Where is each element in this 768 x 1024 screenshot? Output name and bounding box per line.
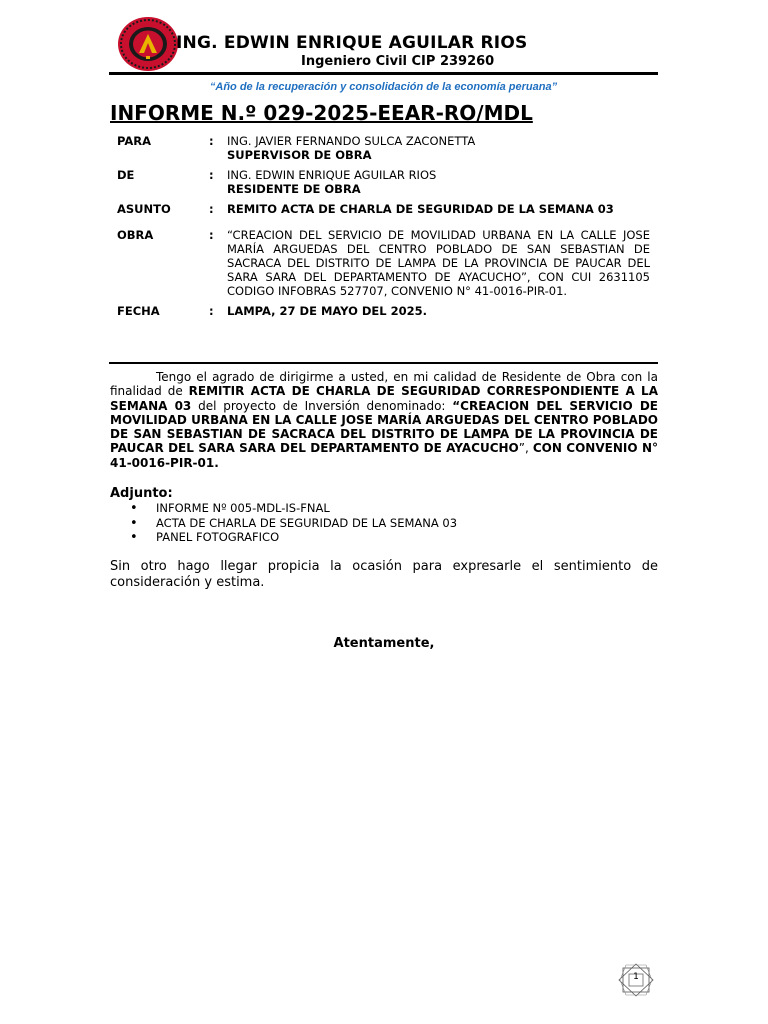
regards: Atentamente,	[333, 636, 435, 651]
year-slogan: “Año de la recuperación y consolidación de la economía peruana”	[209, 81, 558, 93]
asunto-separator: :	[209, 202, 214, 216]
para-name: ING. JAVIER FERNANDO SULCA ZACONETTA	[227, 134, 476, 148]
asunto-row	[110, 202, 658, 228]
de-separator: :	[209, 168, 214, 182]
list-item	[130, 501, 457, 516]
de-label: DE	[117, 168, 135, 182]
de-role: RESIDENTE DE OBRA	[227, 182, 361, 196]
body-text-intro: Tengo el agrado de dirigirme a usted, en mi calidad de Residente de Obra con la finalidad de	[110, 370, 658, 399]
engineer-name-header: ING. EDWIN ENRIQUE AGUILAR RIOS	[176, 33, 528, 53]
engineer-credential: Ingeniero Civil CIP 239260	[301, 54, 495, 69]
body-text-purpose: REMITIR ACTA DE CHARLA DE SEGURIDAD CORRESPONDIENTE A LA SEMANA 03	[110, 384, 658, 413]
body-text-convenio: CON CONVENIO N° 41-0016-PIR-01.	[110, 441, 658, 470]
fecha-value: LAMPA, 27 DE MAYO DEL 2025.	[227, 304, 427, 318]
fecha-label: FECHA	[117, 304, 160, 318]
de-value	[227, 168, 658, 202]
document-title: INFORME N.º 029-2025-EEAR-RO/MDL	[110, 101, 533, 125]
body-text-quote-close: ”,	[518, 441, 533, 456]
fecha-separator: :	[209, 304, 214, 318]
institution-seal-logo	[117, 16, 179, 72]
attachments-list	[130, 501, 457, 545]
asunto-label: ASUNTO	[117, 202, 171, 216]
body-text-project-intro: del proyecto de Inversión denominado:	[191, 398, 453, 413]
para-role: SUPERVISOR DE OBRA	[227, 148, 372, 162]
obra-label: OBRA	[117, 228, 154, 242]
para-row	[110, 134, 658, 168]
obra-separator: :	[209, 228, 214, 242]
para-value	[227, 134, 658, 168]
attachment-label: PANEL FOTOGRAFICO	[156, 530, 280, 544]
bullet-icon: •	[130, 515, 138, 531]
body-paragraph	[110, 370, 658, 470]
de-row	[110, 168, 658, 202]
para-separator: :	[209, 134, 214, 148]
bullet-icon: •	[130, 530, 138, 545]
fecha-row	[110, 304, 658, 318]
memo-header-table	[110, 134, 658, 318]
header-divider	[109, 72, 658, 75]
de-name: ING. EDWIN ENRIQUE AGUILAR RIOS	[227, 168, 437, 182]
obra-value: “CREACION DEL SERVICIO DE MOVILIDAD URBANA EN LA CALLE JOSE MARÍA ARGUEDAS DEL CENTRO POBLADO DE SAN SEBASTIAN DE SACRACA DEL DISTRITO DE LAMPA DE LA PROVINCIA DE PAUCAR DEL SARA SARA DEL DEPARTAMENTO DE AYACUCHO”, CON CUI 2631105 CODIGO INFOBRAS 527707, CONVENIO N° 41-0016-PIR-01.	[227, 228, 650, 298]
obra-row	[110, 228, 658, 304]
section-divider	[109, 362, 658, 364]
page-number: 1	[633, 972, 639, 982]
bullet-icon: •	[130, 501, 138, 516]
attachment-label: ACTA DE CHARLA DE SEGURIDAD DE LA SEMANA 03	[156, 515, 458, 530]
asunto-value: REMITO ACTA DE CHARLA DE SEGURIDAD DE LA SEMANA 03	[227, 202, 614, 216]
list-item	[130, 516, 457, 531]
body-text-project-name: “CREACION DEL SERVICIO DE MOVILIDAD URBANA EN LA CALLE JOSE MARÍA ARGUEDAS DEL CENTRO POBLADO DE SAN SEBASTIAN DE SACRACA DEL DISTRITO DE LAMPA DE LA PROVINCIA DE PAUCAR DEL SARA SARA DEL DEPARTAMENTO DE AYACUCHO	[110, 398, 659, 456]
attachment-label: INFORME Nº 005-MDL-IS-FNAL	[156, 501, 330, 515]
closing-paragraph: Sin otro hago llegar propicia la ocasión para expresarle el sentimiento de consideración y estima.	[110, 559, 658, 590]
list-item	[130, 530, 457, 545]
para-label: PARA	[117, 134, 152, 148]
page-number-badge	[618, 963, 654, 997]
attachments-title: Adjunto:	[110, 486, 173, 501]
